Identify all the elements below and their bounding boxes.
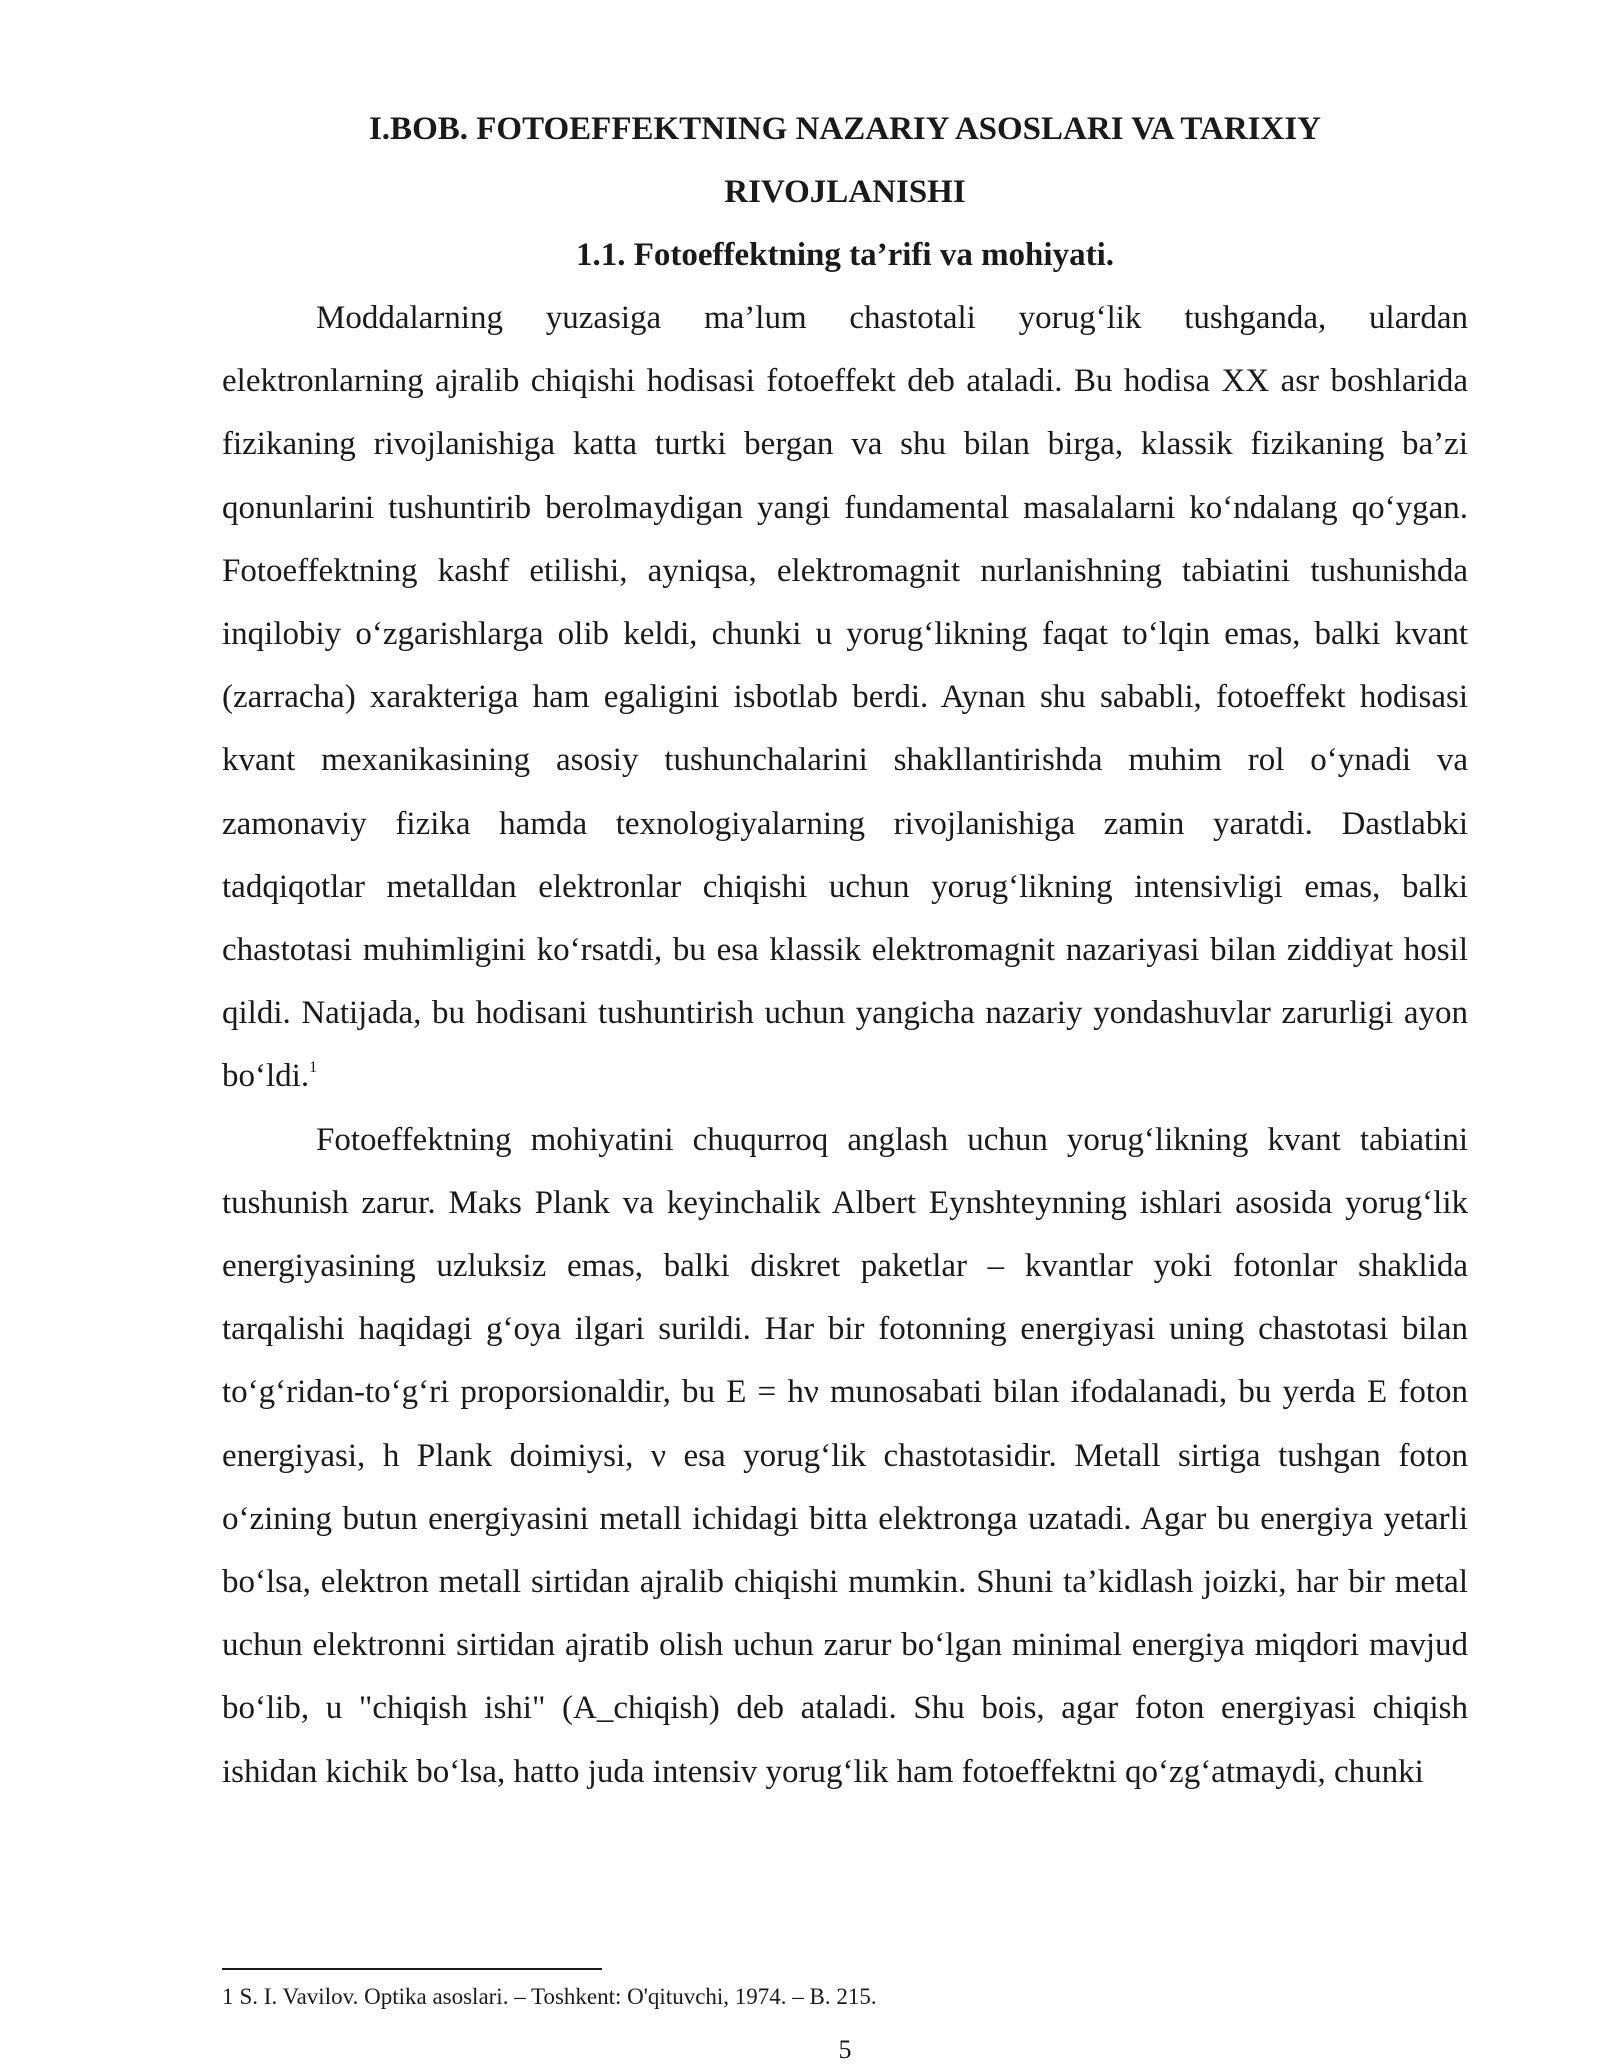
body-paragraph-1 xyxy=(222,287,1468,1109)
chapter-title-line2: RIVOJLANISHI xyxy=(724,174,966,210)
footnote xyxy=(222,1982,877,2012)
page-number: 5 xyxy=(838,2035,852,2064)
footnote-separator xyxy=(222,1968,602,1970)
paragraph-2-text: Fotoeffektning mohiyatini chuqurroq anglash uchun yorug‘likning kvant tabiatini tushunish zarur. Maks Plank va keyinchalik Albert Eynshteynning ishlari asosida yorug‘lik energiyasining uzluksiz emas, balki diskret paketlar – kvantlar yoki fotonlar shaklida tarqalishi haqidagi g‘oya ilgari surildi. Har bir fotonning energiyasi uning chastotasi bilan to‘g‘ridan-to‘g‘ri proporsionaldir, bu E = hν munosabati bilan ifodalanadi, bu yerda E foton energiyasi, h Plank doimiysi, ν esa yorug‘lik chastotasidir. Metall sirtiga tushgan foton o‘zining butun energiyasini metall ichidagi bitta elektronga uzatadi. Agar bu energiya yetarli bo‘lsa, elektron metall sirtidan ajralib chiqishi mumkin. Shuni ta’kidlash joizki, har bir metal uchun elektronni sirtidan ajratib olish uchun zarur bo‘lgan minimal energiya miqdori mavjud bo‘lib, u "chiqish ishi" (A_chiqish) deb ataladi. Shu bois, agar foton energiyasi chiqish ishidan kichik bo‘lsa, hatto juda intensiv yorug‘lik ham fotoeffektni qo‘zg‘atmaydi, chunki xyxy=(222,1121,1468,1790)
footnote-reference[interactable]: 1 xyxy=(309,1059,318,1077)
footnote-text: S. I. Vavilov. Optika asoslari. – Toshkent: O'qituvchi, 1974. – B. 215. xyxy=(239,1984,877,2009)
chapter-title xyxy=(222,98,1468,224)
body-paragraph-2 xyxy=(222,1109,1468,1804)
chapter-title-line1: I.BOB. FOTOEFFEKTNING NAZARIY ASOSLARI VA TARIXIY xyxy=(368,111,1322,147)
paragraph-1-text: Moddalarning yuzasiga ma’lum chastotali yorug‘lik tushganda, ulardan elektronlarning ajralib chiqishi hodisasi fotoeffekt deb ataladi. Bu hodisa XX asr boshlarida fizikaning rivojlanishiga katta turtki bergan va shu bilan birga, klassik fizikaning ba’zi qonunlarini tushuntirib berolmaydigan yangi fundamental masalalarni ko‘ndalang qo‘ygan. Fotoeffektning kashf etilishi, ayniqsa, elektromagnit nurlanishning tabiatini tushunishda inqilobiy o‘zgarishlarga olib keldi, chunki u yorug‘likning faqat to‘lqin emas, balki kvant (zarracha) xarakteriga ham egaligini isbotlab berdi. Aynan shu sababli, fotoeffekt hodisasi kvant mexanikasining asosiy tushunchalarini shakllantirishda muhim rol o‘ynadi va zamonaviy fizika hamda texnologiyalarning rivojlanishiga zamin yaratdi. Dastlabki tadqiqotlar metalldan elektronlar chiqishi uchun yorug‘likning intensivligi emas, balki chastotasi muhimligini ko‘rsatdi, bu esa klassik elektromagnit nazariyasi bilan ziddiyat hosil qildi. Natijada, bu hodisani tushuntirish uchun yangicha nazariy yondashuvlar zarurligi ayon bo‘ldi. xyxy=(222,300,1468,1095)
section-title: 1.1. Fotoeffektning ta’rifi va mohiyati. xyxy=(575,237,1114,273)
footnote-number: 1 xyxy=(222,1984,234,2009)
document-page xyxy=(222,98,1468,1804)
